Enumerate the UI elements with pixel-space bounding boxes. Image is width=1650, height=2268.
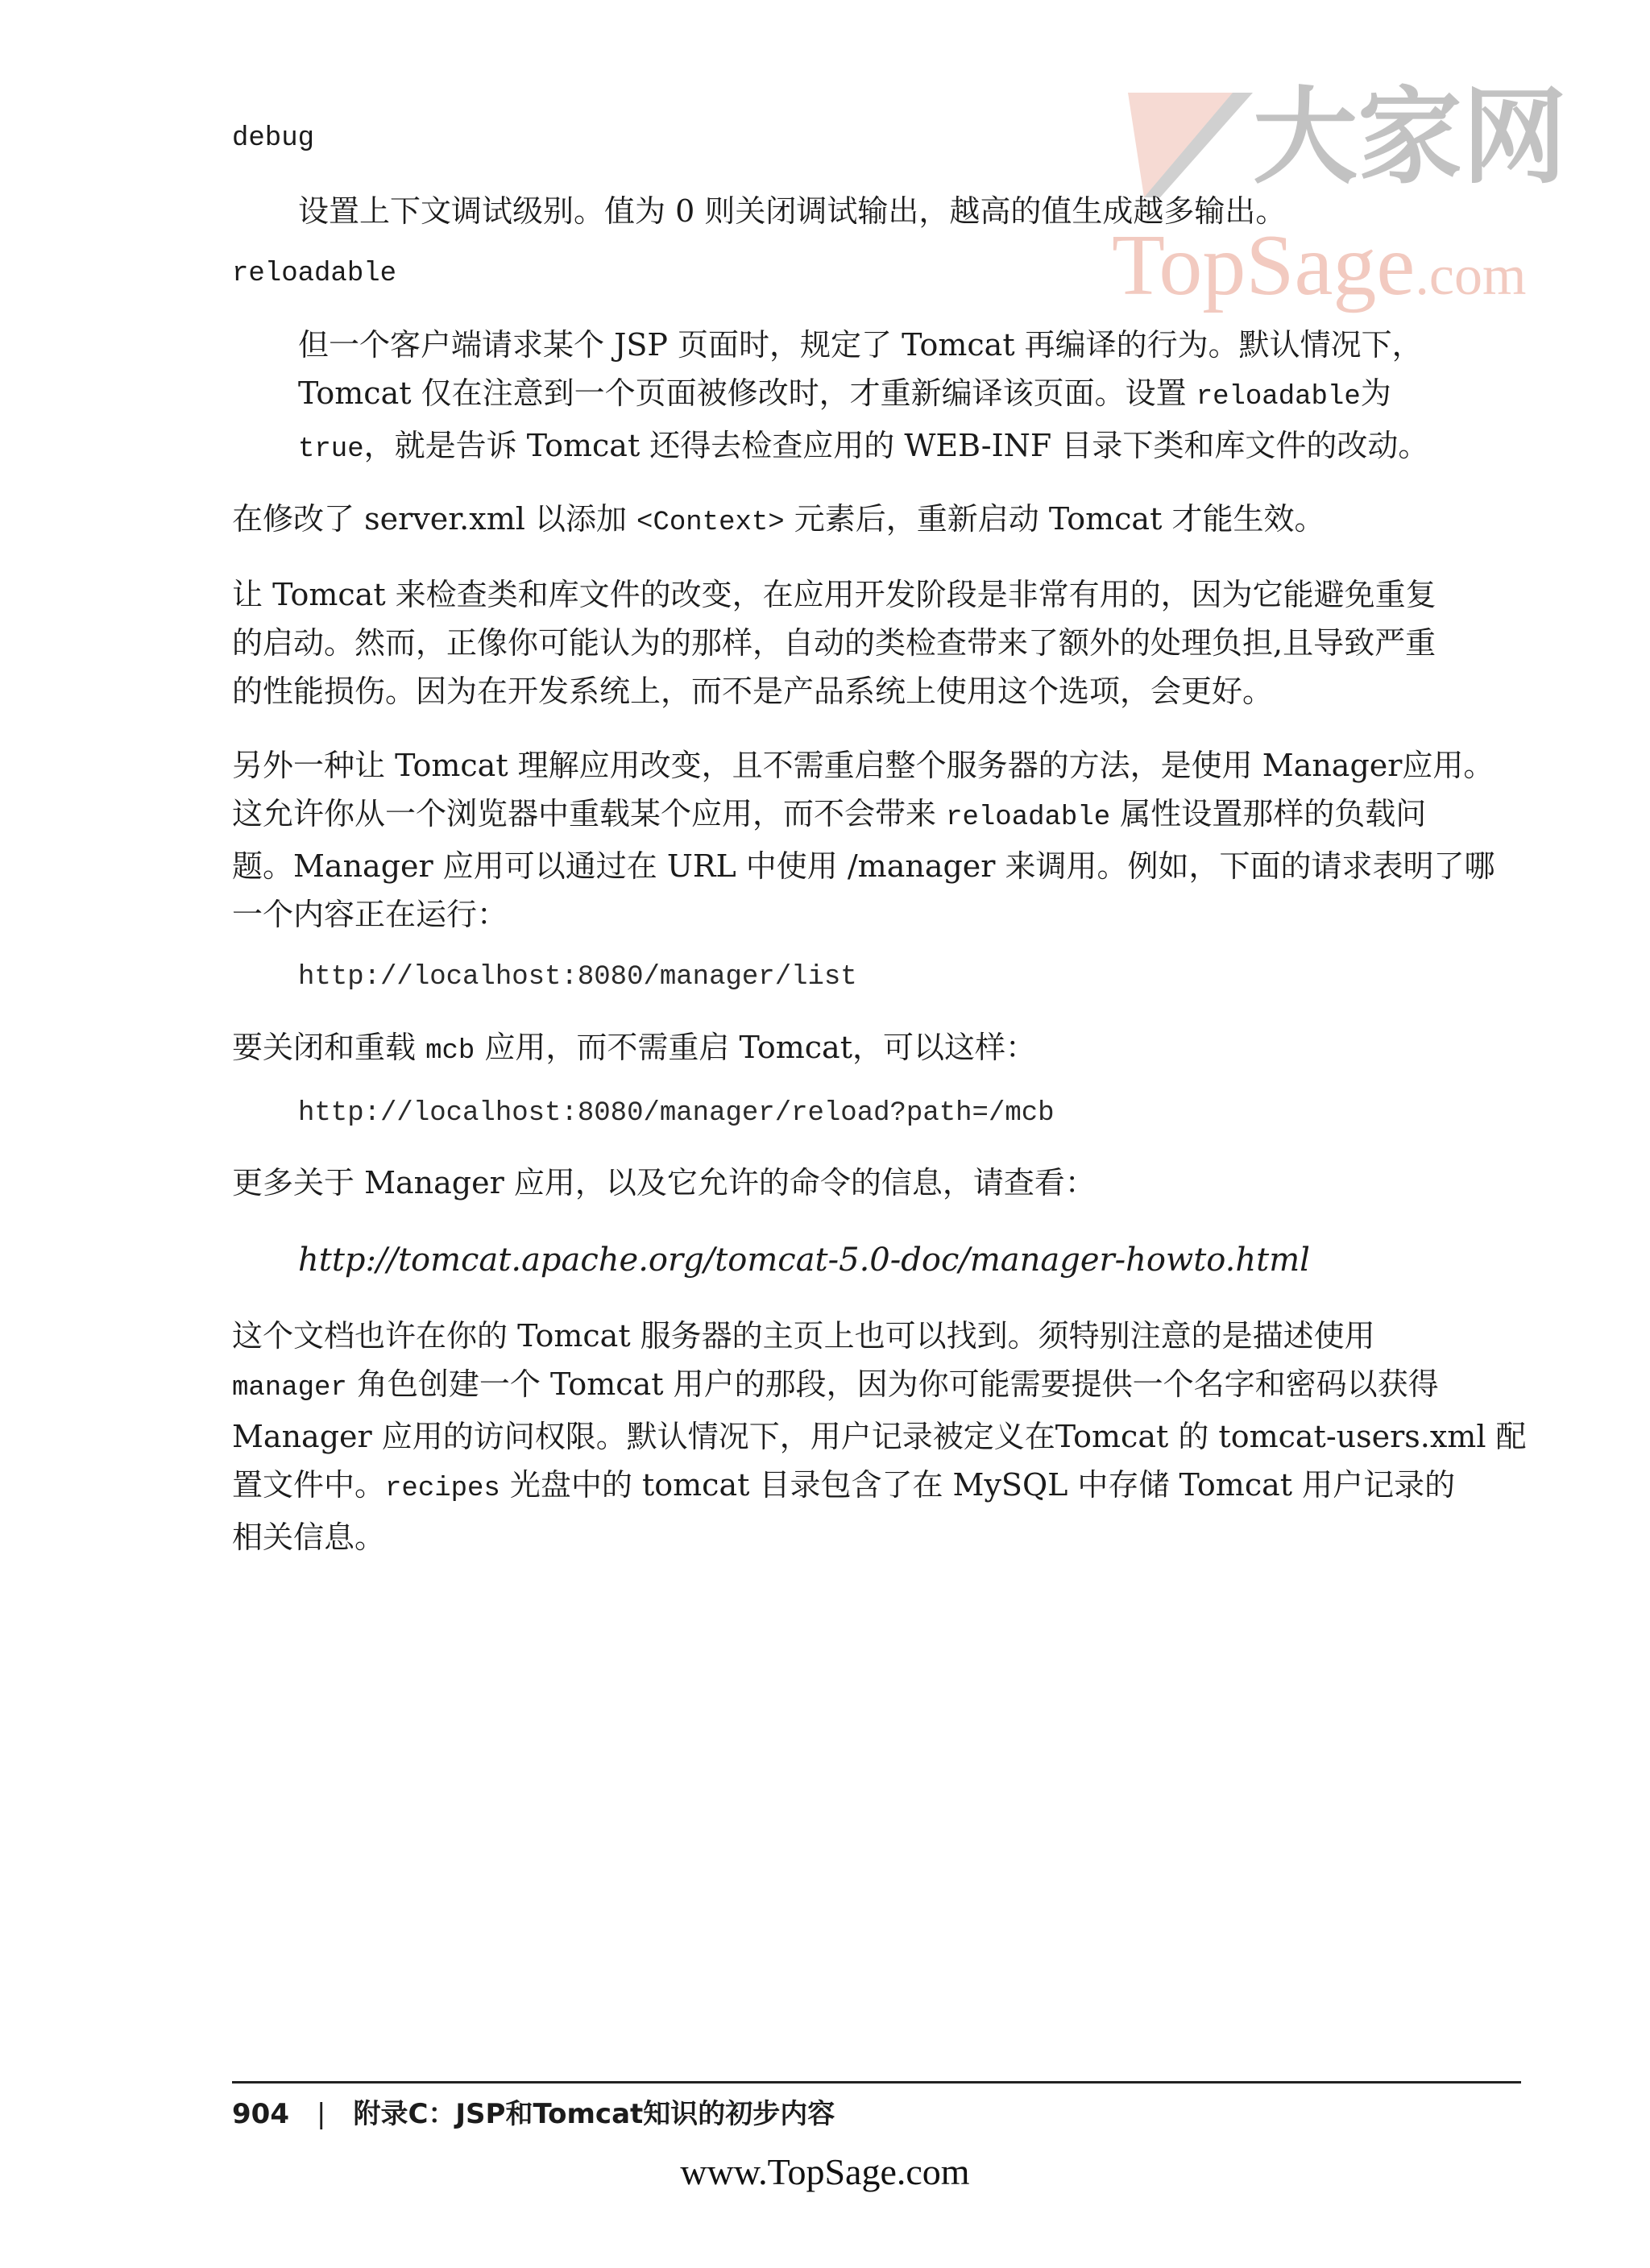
paragraph-line [232, 890, 1495, 939]
text-run: 应用，而不需重启 Tomcat，可以这样： [475, 1030, 1036, 1065]
inline-code: reloadable [1196, 382, 1361, 413]
paragraph-line [232, 619, 1436, 667]
paragraph-line [232, 667, 1436, 715]
paragraph-line [232, 570, 1436, 619]
term-debug: debug [232, 123, 315, 154]
text-run: 元素后，重新启动 Tomcat 才能生效。 [784, 501, 1325, 537]
definition-line [298, 321, 1428, 369]
definition-line [298, 421, 1428, 474]
paragraph-line [232, 1360, 1527, 1412]
inline-code: manager [232, 1373, 347, 1404]
text-run: 光盘中的 tomcat 目录包含了在 MySQL 中存储 Tomcat 用户记录的 [500, 1467, 1456, 1503]
watermark-chinese-text: 大家网 [1253, 75, 1568, 198]
paragraph-manager-app [232, 741, 1495, 939]
text-run: 另外一种让 Tomcat 理解应用改变，且不需重启整个服务器的方法，是使用 Manager应用。 [232, 748, 1495, 783]
inline-code: reloadable [946, 802, 1111, 833]
page-footer [232, 2096, 835, 2132]
text-run: 属性设置那样的负载问 [1110, 796, 1427, 831]
text-run: 更多关于 Manager 应用，以及它允许的命令的信息，请查看： [232, 1165, 1096, 1200]
paragraph-line [232, 1312, 1527, 1360]
paragraph-line [232, 790, 1495, 842]
text-run: 在修改了 server.xml 以添加 [232, 501, 637, 537]
watermark-brand-name: TopSage [1112, 218, 1416, 313]
page-number: 904 [232, 2098, 289, 2130]
text-run: 要关闭和重载 [232, 1030, 426, 1065]
paragraph-line [232, 495, 1325, 547]
site-url: www.TopSage.com [680, 2151, 970, 2192]
footer-separator: | [316, 2098, 326, 2130]
paragraph-more-info [232, 1159, 1096, 1207]
text-run: Tomcat 仅在注意到一个页面被修改时，才重新编译该页面。设置 [298, 375, 1196, 411]
paragraph-reload-mcb [232, 1023, 1036, 1076]
text-run: 这允许你从一个浏览器中重载某个应用，而不会带来 [232, 796, 947, 831]
paragraph-line [232, 1412, 1527, 1461]
definition-line [298, 187, 1286, 235]
paragraph-line [232, 1023, 1036, 1076]
text-run: 一个内容正在运行： [232, 897, 508, 932]
paragraph-line [232, 1159, 1096, 1207]
paragraph-home-page [232, 1312, 1527, 1561]
footer-rule [232, 2081, 1521, 2083]
code-manager-list-url: http://localhost:8080/manager/list [298, 962, 857, 993]
text-run: 设置上下文调试级别。值为 0 则关闭调试输出，越高的值生成越多输出。 [298, 193, 1287, 229]
paragraph-line [232, 842, 1495, 890]
definition-debug [298, 187, 1286, 235]
text-run: 但一个客户端请求某个 JSP 页面时，规定了 Tomcat 再编译的行为。默认情况下， [298, 327, 1423, 363]
term-reloadable: reloadable [232, 259, 397, 289]
text-run: Manager 应用的访问权限。默认情况下，用户记录被定义在Tomcat 的 tomcat-users.xml 配 [232, 1419, 1527, 1454]
inline-code: mcb [425, 1036, 475, 1067]
inline-code: recipes [385, 1474, 500, 1504]
code-manager-reload-url: http://localhost:8080/manager/reload?path=/mcb [298, 1098, 1055, 1129]
manager-howto-doc-url: http://tomcat.apache.org/tomcat-5.0-doc/manager-howto.html [298, 1242, 1310, 1279]
paragraph-restart [232, 495, 1325, 547]
text-run: 为 [1360, 375, 1391, 411]
inline-code: <Context> [636, 508, 785, 538]
paragraph-line [232, 1461, 1527, 1513]
watermark-logo-icon [1112, 77, 1273, 205]
text-run: 的性能损伤。因为在开发系统上，而不是产品系统上使用这个选项，会更好。 [232, 674, 1274, 709]
text-run: 的启动。然而，正像你可能认为的那样，自动的类检查带来了额外的处理负担,且导致严重 [232, 625, 1436, 661]
paragraph-line [232, 741, 1495, 790]
paragraph-class-checking [232, 570, 1436, 715]
text-run: 题。Manager 应用可以通过在 URL 中使用 /manager 来调用。例如，下面的请求表明了哪 [232, 848, 1495, 884]
text-run: 角色创建一个 Tomcat 用户的那段，因为你可能需要提供一个名字和密码以获得 [346, 1366, 1439, 1402]
paragraph-line [232, 1513, 1527, 1561]
text-run: 相关信息。 [232, 1520, 386, 1555]
text-run: 置文件中。 [232, 1467, 386, 1503]
chapter-title: 附录C：JSP和Tomcat知识的初步内容 [353, 2098, 835, 2130]
watermark-brand-domain: .com [1415, 245, 1527, 307]
inline-code: true [298, 434, 364, 465]
definition-line [298, 369, 1428, 421]
text-run: 这个文档也许在你的 Tomcat 服务器的主页上也可以找到。须特别注意的是描述使用 [232, 1318, 1375, 1354]
text-run: ，就是告诉 Tomcat 还得去检查应用的 WEB-INF 目录下类和库文件的改动。 [363, 428, 1429, 463]
definition-reloadable [298, 321, 1428, 474]
text-run: 让 Tomcat 来检查类和库文件的改变，在应用开发阶段是非常有用的，因为它能避免重复 [232, 577, 1436, 612]
